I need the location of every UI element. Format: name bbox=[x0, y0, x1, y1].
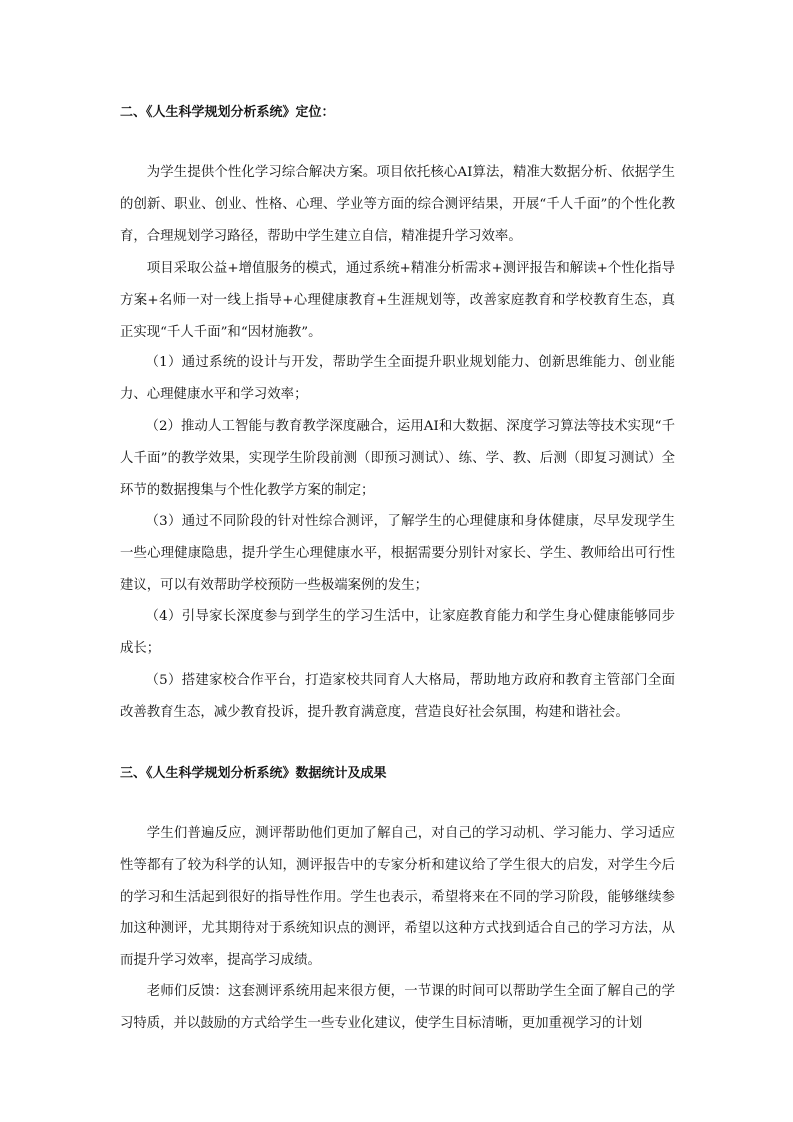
section-2-item-3: （3）通过不同阶段的针对性综合测评，了解学生的心理健康和身体健康，尽早发现学生一些心理健康隐患，提升学生心理健康水平，根据需要分别针对家长、学生、教师给出可行性建议，可以有效帮助学校预防一些极端案例的发生； bbox=[120, 514, 675, 593]
section-2-heading: 二、《人生科学规划分析系统》定位： bbox=[120, 105, 335, 120]
section-2-item-5: （5）搭建家校合作平台，打造家校共同育人大格局，帮助地方政府和教育主管部门全面改善教育生态，减少教育投诉，提升教育满意度，营造良好社会氛围，构建和谐社会。 bbox=[120, 673, 675, 720]
section-2-item-4: （4）引导家长深度参与到学生的学习生活中，让家庭教育能力和学生身心健康能够同步成长； bbox=[120, 609, 675, 656]
section-2-paragraph-1: 为学生提供个性化学习综合解决方案。项目依托核心AI算法，精准大数据分析、依据学生的创新、职业、创业、性格、心理、学业等方面的综合测评结果，开展“千人千面”的个性化教育，合理规划学习路径，帮助中学生建立自信，精准提升学习效率。 bbox=[120, 165, 675, 244]
section-2-item-1: （1）通过系统的设计与开发，帮助学生全面提升职业规划能力、创新思维能力、创业能力、心理健康水平和学习效率； bbox=[120, 355, 675, 402]
section-2-paragraph-2: 项目采取公益+增值服务的模式，通过系统+精准分析需求+测评报告和解读+个性化指导方案+名师一对一线上指导+心理健康教育+生涯规划等，改善家庭教育和学校教育生态，真正实现“千人千面”和“因材施教”。 bbox=[120, 261, 675, 340]
section-3-paragraph-1: 学生们普遍反应，测评帮助他们更加了解自己，对自己的学习动机、学习能力、学习适应性等都有了较为科学的认知，测评报告中的专家分析和建议给了学生很大的启发，对学生今后的学习和生活起到很好的指导性作用。学生也表示，希望将来在不同的学习阶段，能够继续参加这种测评，尤其期待对于系统知识点的测评，希望以这种方式找到适合自己的学习方法，从而提升学习效率，提高学习成绩。 bbox=[120, 826, 675, 969]
section-2-item-2: （2）推动人工智能与教育教学深度融合，运用AI和大数据、深度学习算法等技术实现“千人千面”的教学效果，实现学生阶段前测（即预习测试）、练、学、教、后测（即复习测试）全环节的数据搜集与个性化教学方案的制定； bbox=[120, 419, 675, 498]
section-3-paragraph-2: 老师们反馈：这套测评系统用起来很方便，一节课的时间可以帮助学生全面了解自己的学习特质，并以鼓励的方式给学生一些专业化建议，使学生目标清晰，更加重视学习的计划 bbox=[120, 984, 675, 1031]
section-3-heading: 三、《人生科学规划分析系统》数据统计及成果 bbox=[120, 766, 387, 781]
